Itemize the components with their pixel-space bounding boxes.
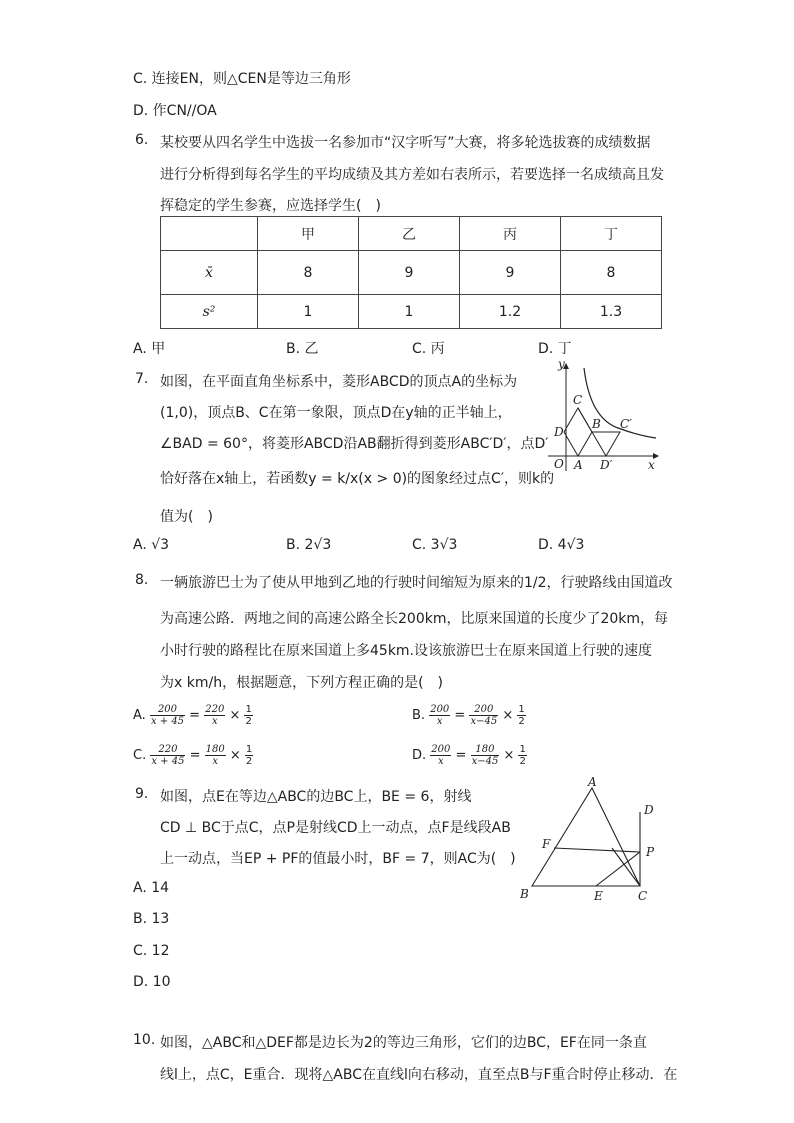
q8-line-1: 一辆旅游巴士为了使从甲地到乙地的行驶时间缩短为原来的1/2，行驶路线由国道改: [160, 575, 673, 591]
rhombus-abc1d1: [592, 432, 620, 456]
table-cell: 9: [359, 251, 460, 295]
q8-number: 8.: [135, 572, 149, 588]
rhombus-abcd: [564, 408, 592, 456]
label-d: D: [644, 803, 654, 817]
q8-option-d: D. $\frac{200}{x}$ = $\frac{180}{x-45}$ × $\frac{1}{2}$: [412, 744, 526, 767]
label-o: O: [554, 457, 564, 471]
label-c-prime: C′: [620, 417, 632, 431]
q6-line-2: 进行分析得到每名学生的平均成绩及其方差如右表所示，若要选择一名成绩高且发: [160, 167, 664, 183]
table-cell: 1: [359, 295, 460, 329]
q6-line-1: 某校要从四名学生中选拔一名参加市“汉字听写”大赛，将多轮选拔赛的成绩数据: [160, 135, 651, 151]
table-header-cell: 丙: [460, 217, 561, 251]
table-corner-cell: [161, 217, 258, 251]
q8-line-2: 为高速公路．两地之间的高速公路全长200km，比原来国道的长度少了20km，每: [160, 611, 669, 627]
q7-option-b: B. 2√3: [286, 537, 332, 553]
q8-option-b: B. $\frac{200}{x}$ = $\frac{200}{x-45}$ × $\frac{1}{2}$: [412, 704, 525, 727]
q8-option-c: C. $\frac{220}{x + 45}$ = $\frac{180}{x}$ × $\frac{1}{2}$: [133, 744, 253, 767]
q8-line-4: 为x km/h，根据题意，下列方程正确的是( ): [160, 675, 443, 691]
q6-line-3: 挥稳定的学生参赛，应选择学生( ): [160, 198, 381, 214]
q7-option-a: A. √3: [133, 537, 170, 553]
q7-option-d: D. 4√3: [538, 537, 585, 553]
row-label-mean: x̄: [161, 251, 258, 295]
q10-line-2: 线l上，点C，E重合．现将△ABC在直线l向右移动，直至点B与F重合时停止移动．在: [160, 1067, 678, 1083]
label-d: D: [554, 425, 564, 439]
q6-option-c: C. 丙: [412, 341, 445, 357]
table-cell: 1: [258, 295, 359, 329]
q7-number: 7.: [135, 371, 149, 387]
q6-stats-table: [160, 216, 662, 329]
q8-option-a: A. $\frac{200}{x + 45}$ = $\frac{220}{x}$ × $\frac{1}{2}$: [133, 704, 252, 727]
q7-line-2: (1,0)，顶点B、C在第一象限，顶点D在y轴的正半轴上，: [160, 405, 512, 421]
q5-option-d: D. 作CN//OA: [133, 103, 217, 119]
label-e: E: [594, 889, 603, 903]
q9-option-a: A. 14: [133, 880, 170, 896]
q10-line-1: 如图，△ABC和△DEF都是边长为2的等边三角形，它们的边BC，EF在同一条直: [160, 1035, 647, 1051]
q7-line-1: 如图，在平面直角坐标系中，菱形ABCD的顶点A的坐标为: [160, 374, 518, 390]
table-cell: 1.3: [561, 295, 662, 329]
label-d-prime: D′: [600, 458, 613, 472]
table-cell: 9: [460, 251, 561, 295]
label-p: P: [646, 845, 655, 859]
label-c: C: [573, 393, 583, 407]
q9-line-1: 如图，点E在等边△ABC的边BC上，BE = 6，射线: [160, 789, 472, 805]
label-c: C: [638, 889, 648, 903]
segment-diagonal: [612, 848, 640, 886]
q7-line-5: 值为( ): [160, 509, 213, 525]
row-label-variance: s²: [161, 295, 258, 329]
q6-number: 6.: [135, 132, 149, 148]
q10-number: 10.: [133, 1032, 156, 1048]
table-cell: 8: [561, 251, 662, 295]
table-row: [161, 295, 662, 329]
q9-option-d: D. 10: [133, 974, 171, 990]
q9-number: 9.: [135, 786, 149, 802]
q7-line-3: ∠BAD = 60°，将菱形ABCD沿AB翻折得到菱形ABC′D′，点D′: [160, 436, 549, 452]
table-row: [161, 251, 662, 295]
q7-line-4: 恰好落在x轴上，若函数y = k/x(x > 0)的图象经过点C′，则k的: [160, 471, 555, 487]
q7-option-c: C. 3√3: [412, 537, 458, 553]
table-cell: 1.2: [460, 295, 561, 329]
label-f: F: [542, 837, 551, 851]
label-a: A: [574, 458, 583, 472]
q5-option-c: C. 连接EN，则△CEN是等边三角形: [133, 71, 351, 87]
q9-figure: [512, 776, 682, 910]
label-b: B: [592, 417, 601, 431]
q9-option-b: B. 13: [133, 911, 170, 927]
segment-ep: [596, 852, 640, 886]
q7-figure: [540, 356, 665, 476]
label-b: B: [520, 887, 529, 901]
q6-option-b: B. 乙: [286, 341, 319, 357]
label-a: A: [588, 776, 597, 789]
q8-line-3: 小时行驶的路程比在原来国道上多45km.设该旅游巴士在原来国道上行驶的速度: [160, 643, 653, 659]
table-header-row: [161, 217, 662, 251]
q9-line-3: 上一动点，当EP + PF的值最小时，BF = 7，则AC为( ): [160, 851, 516, 867]
q9-line-2: CD ⊥ BC于点C，点P是射线CD上一动点，点F是线段AB: [160, 820, 511, 836]
table-header-cell: 乙: [359, 217, 460, 251]
q6-option-d: D. 丁: [538, 341, 572, 357]
q6-option-a: A. 甲: [133, 341, 166, 357]
label-x: x: [648, 458, 655, 472]
table-header-cell: 甲: [258, 217, 359, 251]
table-header-cell: 丁: [561, 217, 662, 251]
q9-option-c: C. 12: [133, 943, 170, 959]
table-cell: 8: [258, 251, 359, 295]
label-y: y: [558, 357, 565, 371]
segment-fp: [554, 848, 640, 852]
